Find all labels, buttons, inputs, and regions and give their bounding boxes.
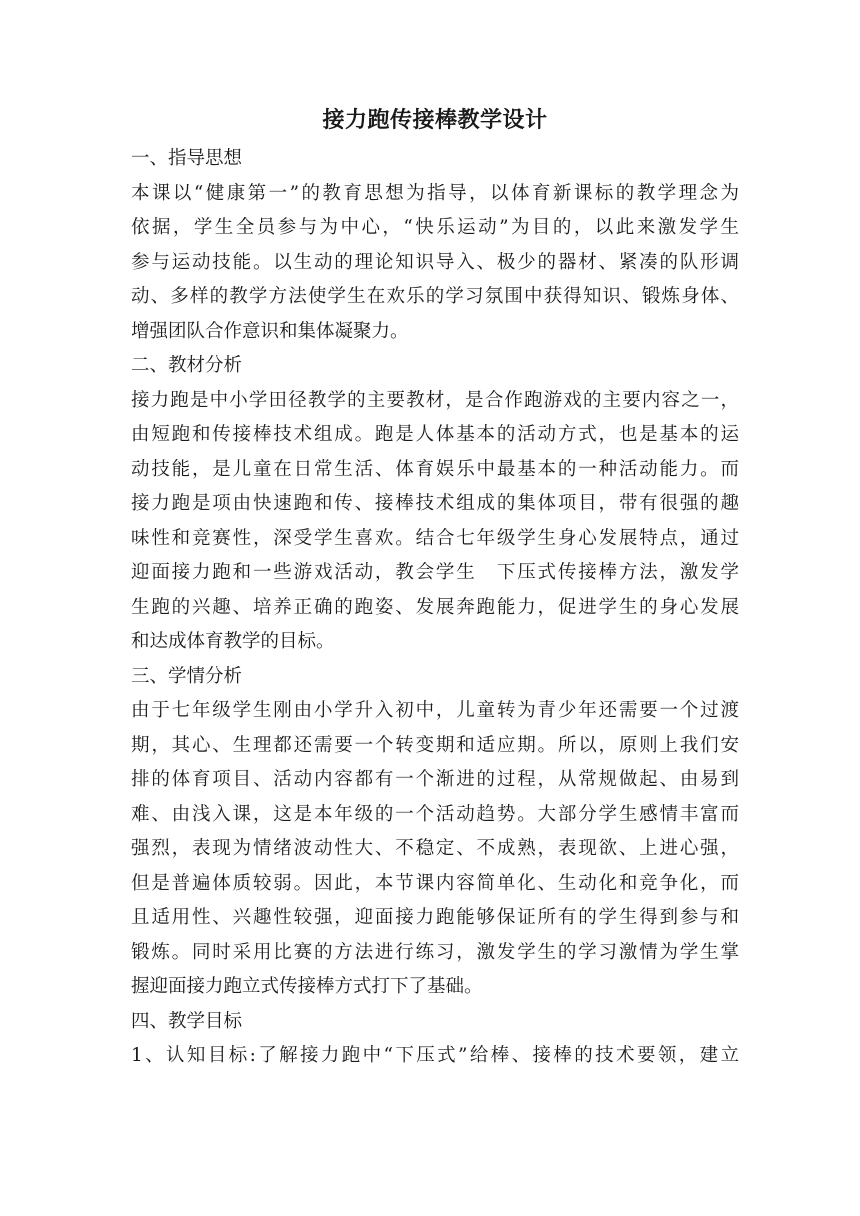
- text-line: 动、多样的教学方法使学生在欢乐的学习氛围中获得知识、锻炼身体、: [131, 286, 739, 307]
- text-line: 参与运动技能。以生动的理论知识导入、极少的器材、紧凑的队形调: [131, 251, 739, 273]
- text-line: 1、认知目标:了解接力跑中“下压式”给棒、接棒的技术要领，建立: [131, 1045, 739, 1066]
- text-line: 接力跑是项由快速跑和传、接棒技术组成的集体项目，带有很强的趣: [131, 493, 739, 514]
- text-line: 生跑的兴趣、培养正确的跑姿、发展奔跑能力，促进学生的身心发展: [131, 596, 739, 618]
- document-page: [131, 98, 739, 1074]
- text-line: 和达成体育教学的目标。: [131, 631, 335, 652]
- section-body-guiding-ideology: [131, 177, 739, 350]
- text-line: 动技能，是儿童在日常生活、体育娱乐中最基本的一种活动能力。而: [131, 458, 739, 480]
- text-line: 握迎面接力跑立式传接棒方式打下了基础。: [131, 976, 483, 997]
- section-body-material-analysis: [131, 384, 739, 660]
- section-heading-student-analysis: 三、学情分析: [131, 665, 243, 687]
- text-line: 本课以“健康第一”的教育思想为指导，以体育新课标的教学理念为: [131, 182, 739, 204]
- section-heading-teaching-goals: 四、教学目标: [131, 1010, 243, 1032]
- section-body-student-analysis: [131, 694, 739, 1005]
- text-line: 但是普遍体质较弱。因此，本节课内容简单化、生动化和竞争化，而: [131, 872, 739, 894]
- section-body-teaching-goals: [131, 1039, 739, 1074]
- text-line: 由于七年级学生刚由小学升入初中，儿童转为青少年还需要一个过渡: [131, 700, 739, 721]
- text-line: 锻炼。同时采用比赛的方法进行练习，激发学生的学习激情为学生掌: [131, 941, 739, 963]
- text-line: 增强团队合作意识和集体凝聚力。: [131, 320, 409, 342]
- text-line: 味性和竞赛性，深受学生喜欢。结合七年级学生身心发展特点，通过: [131, 527, 739, 549]
- text-line: 期，其心、生理都还需要一个转变期和适应期。所以，原则上我们安: [131, 734, 739, 756]
- text-line: 接力跑是中小学田径教学的主要教材，是合作跑游戏的主要内容之一，: [131, 389, 739, 411]
- text-line: 迎面接力跑和一些游戏活动，教会学生 下压式传接棒方法，激发学: [131, 562, 739, 583]
- text-line: 强烈，表现为情绪波动性大、不稳定、不成熟，表现欲、上进心强，: [131, 838, 739, 859]
- section-heading-guiding-ideology: 一、指导思想: [131, 148, 243, 169]
- text-line: 排的体育项目、活动内容都有一个渐进的过程，从常规做起、由易到: [131, 769, 739, 790]
- text-line: 依据，学生全员参与为中心，“快乐运动”为目的，以此来激发学生: [131, 217, 739, 238]
- document-title: 接力跑传接棒教学设计: [322, 107, 548, 133]
- text-line: 难、由浅入课，这是本年级的一个活动趋势。大部分学生感情丰富而: [131, 803, 739, 825]
- text-line: 由短跑和传接棒技术组成。跑是人体基本的活动方式，也是基本的运: [131, 424, 739, 445]
- section-heading-material-analysis: 二、教材分析: [131, 355, 243, 376]
- text-line: 且适用性、兴趣性较强，迎面接力跑能够保证所有的学生得到参与和: [131, 907, 739, 928]
